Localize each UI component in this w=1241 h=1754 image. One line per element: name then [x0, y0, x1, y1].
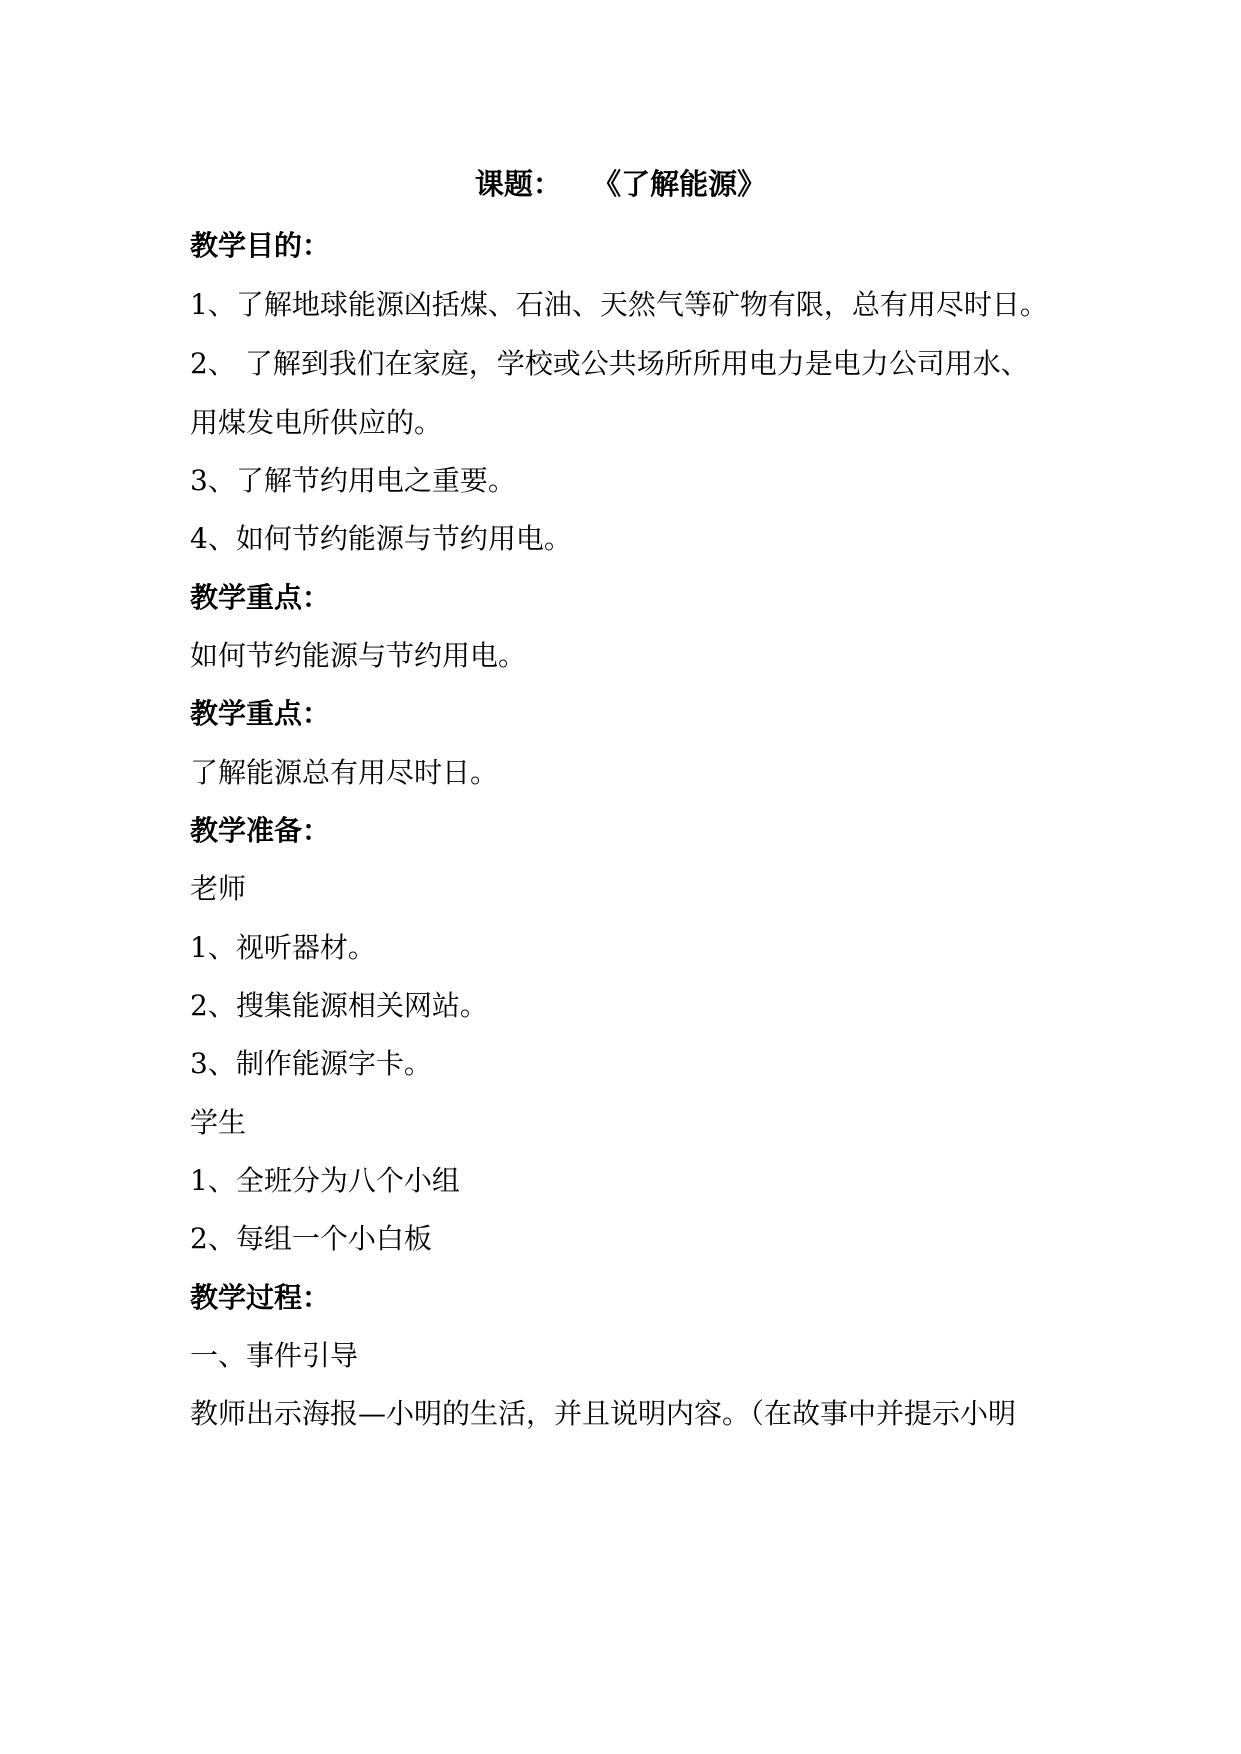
section-heading: 教学准备：	[190, 814, 331, 847]
section-heading: 教学目的：	[190, 229, 331, 262]
body-line: 2、搜集能源相关网站。	[190, 989, 488, 1022]
body-line: 1、全班分为八个小组	[190, 1164, 460, 1197]
body-line: 老师	[190, 872, 247, 905]
body-line: 2、 了解到我们在家庭，学校或公共场所所用电力是电力公司用水、	[190, 347, 1029, 380]
body-line: 如何节约能源与节约用电。	[190, 639, 527, 672]
body-line: 4、如何节约能源与节约用电。	[190, 522, 572, 555]
section-heading: 教学过程：	[190, 1281, 331, 1314]
document-title: 课题： 《了解能源》	[474, 167, 767, 201]
section-heading: 教学重点：	[190, 697, 331, 730]
body-line: 2、每组一个小白板	[190, 1222, 432, 1255]
body-line: 教师出示海报—小明的生活，并且说明内容。（在故事中并提示小明	[190, 1397, 1017, 1430]
body-line: 学生	[190, 1106, 247, 1139]
body-line: 1、了解地球能源凶括煤、石油、天然气等矿物有限，总有用尽时日。	[190, 288, 1048, 321]
body-line: 一、事件引导	[190, 1339, 359, 1372]
body-line: 3、了解节约用电之重要。	[190, 464, 516, 497]
section-heading: 教学重点：	[190, 581, 331, 614]
body-line: 3、制作能源字卡。	[190, 1047, 432, 1080]
body-line: 用煤发电所供应的。	[190, 406, 443, 439]
body-line: 1、视听器材。	[190, 931, 376, 964]
body-line: 了解能源总有用尽时日。	[190, 756, 499, 789]
